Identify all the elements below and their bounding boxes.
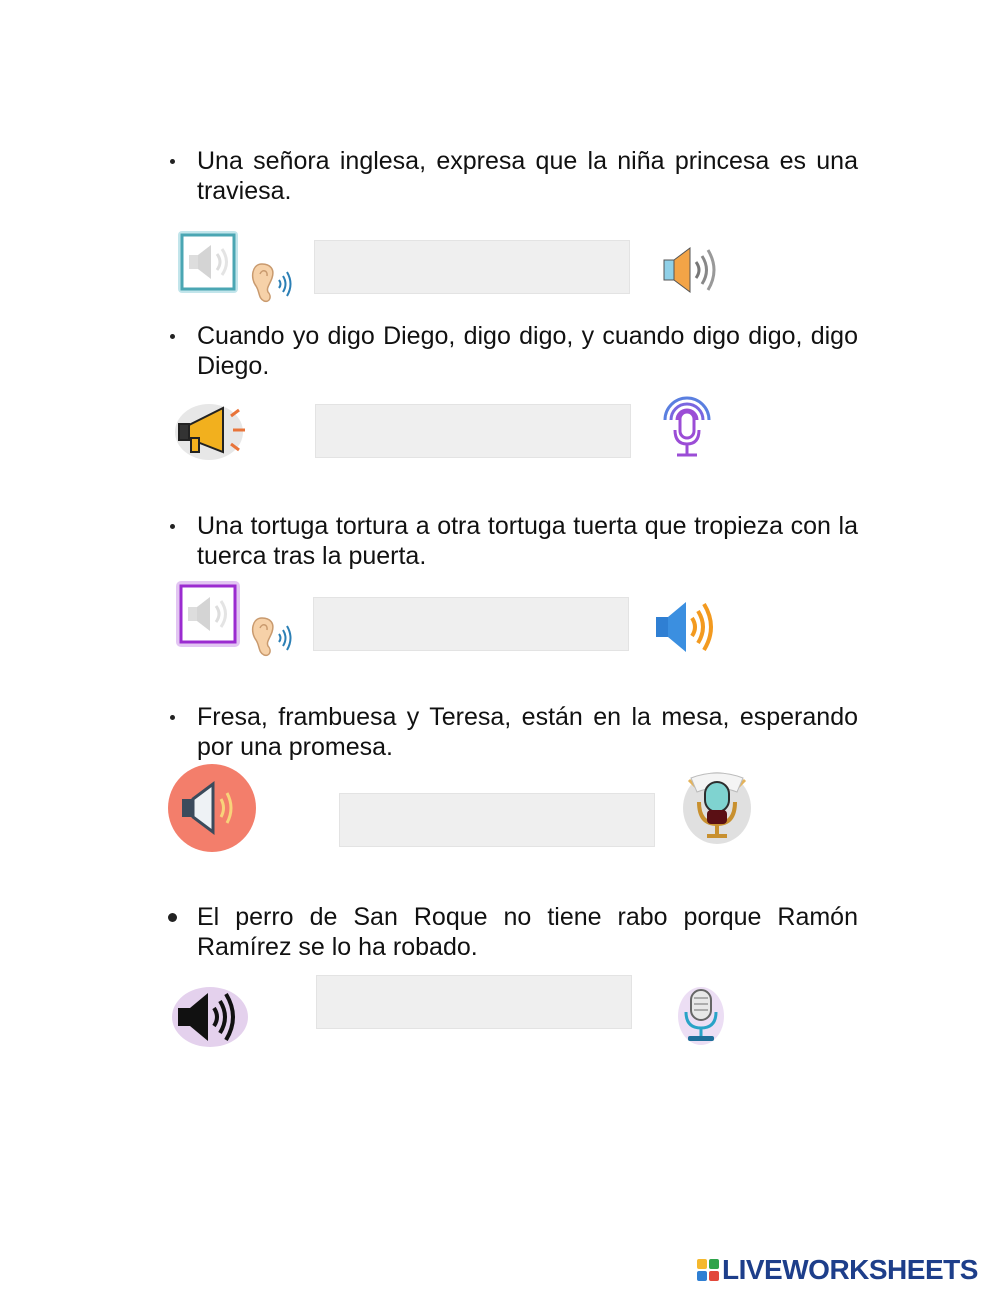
logo-blocks-icon — [697, 1259, 719, 1281]
speaker-waves-icon[interactable] — [660, 240, 724, 300]
liveworksheets-logo — [697, 1255, 978, 1285]
speaker-circle-icon[interactable] — [167, 763, 257, 853]
bullet — [165, 902, 179, 932]
answer-box-3[interactable] — [313, 597, 629, 651]
speaker-button-icon[interactable] — [173, 578, 243, 650]
sentence-5: El perro de San Roque no tiene rabo porque Ramón Ramírez se lo ha robado. — [197, 903, 858, 961]
answer-box-1[interactable] — [314, 240, 630, 294]
speaker-button-icon[interactable] — [175, 228, 241, 296]
microphone-icon[interactable] — [676, 984, 726, 1046]
microphone-icon[interactable] — [681, 768, 753, 846]
ear-icon[interactable] — [248, 608, 300, 660]
logo-text: LIVEWORKSHEETS — [722, 1254, 978, 1285]
sentence-2: Cuando yo digo Diego, digo digo, y cuando digo digo, digo Diego. — [197, 322, 858, 380]
ear-icon[interactable] — [248, 254, 300, 306]
bullet — [165, 511, 179, 541]
bullet — [165, 702, 179, 732]
sentence-3: Una tortuga tortura a otra tortuga tuerta que tropieza con la tuerca tras la puerta. — [197, 512, 858, 570]
speaker-loud-icon[interactable] — [170, 984, 250, 1050]
bullet — [165, 146, 179, 176]
sentence-1: Una señora inglesa, expresa que la niña princesa es una traviesa. — [197, 147, 858, 205]
answer-box-4[interactable] — [339, 793, 655, 847]
podcast-microphone-icon[interactable] — [655, 386, 719, 462]
answer-box-5[interactable] — [316, 975, 632, 1029]
speaker-waves-icon[interactable] — [652, 594, 722, 660]
sentence-4: Fresa, frambuesa y Teresa, están en la mesa, esperando por una promesa. — [197, 703, 858, 761]
bullet — [165, 321, 179, 351]
answer-box-2[interactable] — [315, 404, 631, 458]
megaphone-icon[interactable] — [173, 398, 257, 464]
